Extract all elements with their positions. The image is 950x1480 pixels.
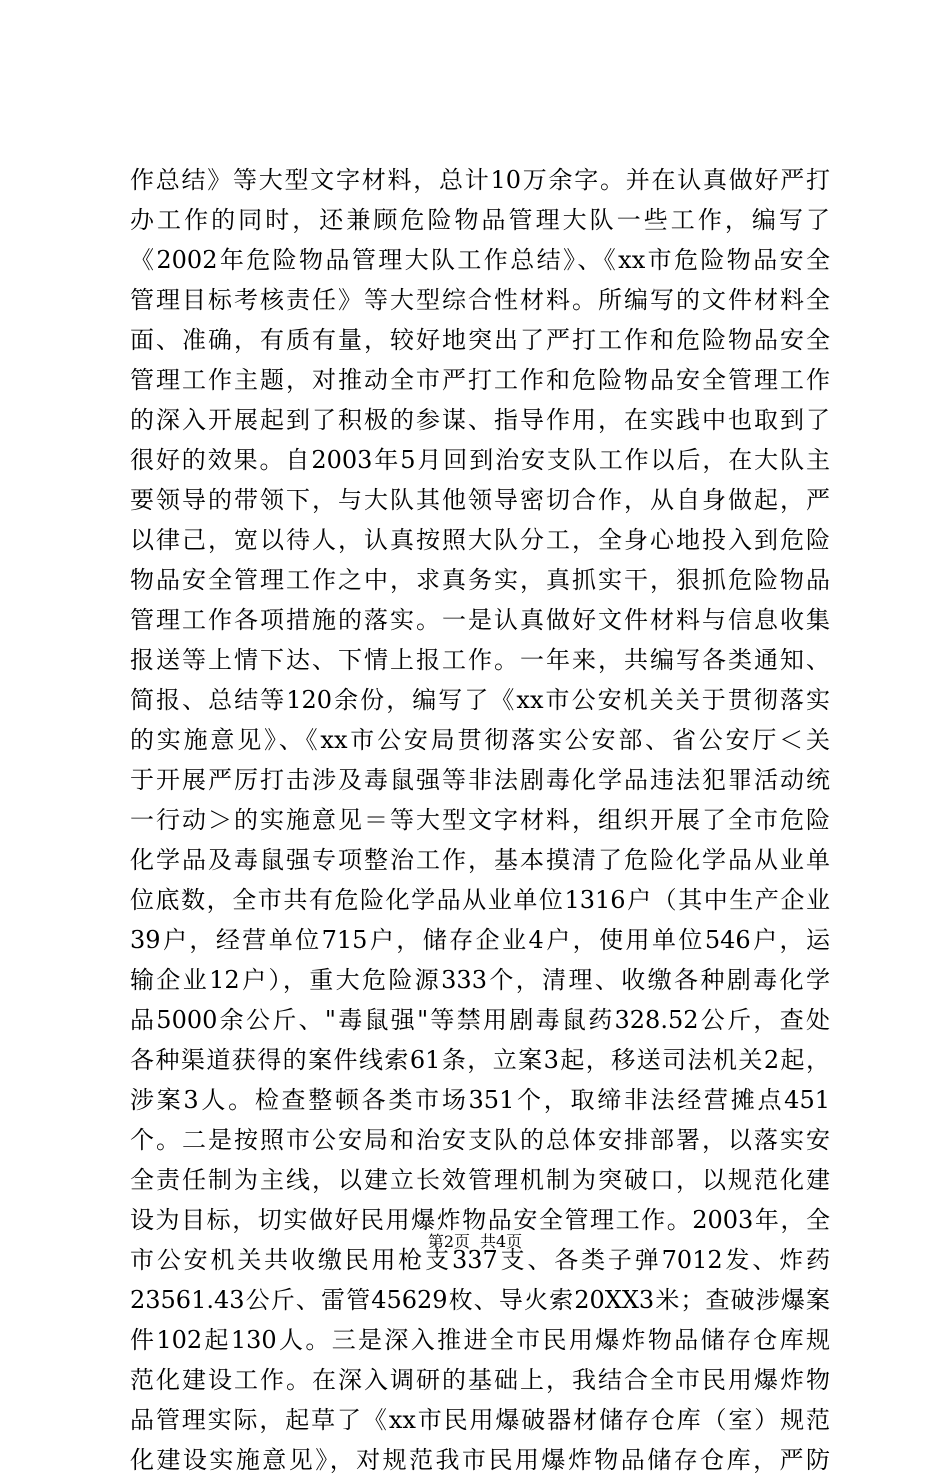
text-line: 很好的效果。自2003年5月回到治安支队工作以后，在大队主 — [130, 446, 830, 474]
text-line: 要领导的带领下，与大队其他领导密切合作，从自身做起，严 — [130, 486, 830, 514]
text-line: 管理工作各项措施的落实。一是认真做好文件材料与信息收集 — [130, 606, 830, 634]
text-line: 全责任制为主线，以建立长效管理机制为突破口，以规范化建 — [130, 1166, 830, 1194]
text-line: 办工作的同时，还兼顾危险物品管理大队一些工作，编写了 — [130, 206, 830, 234]
text-line: 位底数，全市共有危险化学品从业单位1316户（其中生产企业 — [130, 886, 830, 914]
text-line: 简报、总结等120余份，编写了《xx市公安机关关于贯彻落实 — [130, 686, 830, 714]
page-footer — [0, 1232, 950, 1252]
text-line: 39户，经营单位715户，储存企业4户，使用单位546户，运 — [130, 926, 830, 954]
text-line: 设为目标，切实做好民用爆炸物品安全管理工作。2003年，全 — [130, 1206, 830, 1234]
text-line: 涉案3人。检查整顿各类市场351个，取缔非法经营摊点451 — [130, 1086, 830, 1114]
text-line: 报送等上情下达、下情上报工作。一年来，共编写各类通知、 — [130, 646, 830, 674]
text-line: 管理目标考核责任》等大型综合性材料。所编写的文件材料全 — [130, 286, 830, 314]
text-line: 品管理实际，起草了《xx市民用爆破器材储存仓库（室）规范 — [130, 1406, 830, 1434]
text-line: 市公安机关共收缴民用枪支337支、各类子弹7012发、炸药 — [130, 1246, 830, 1274]
text-line: 的深入开展起到了积极的参谋、指导作用，在实践中也取到了 — [130, 406, 830, 434]
text-line: 件102起130人。三是深入推进全市民用爆炸物品储存仓库规 — [130, 1326, 830, 1354]
text-line: 各种渠道获得的案件线索61条，立案3起，移送司法机关2起， — [130, 1046, 830, 1074]
text-line: 《2002年危险物品管理大队工作总结》、《xx市危险物品安全 — [130, 246, 830, 274]
text-line: 面、准确，有质有量，较好地突出了严打工作和危险物品安全 — [130, 326, 830, 354]
text-line: 化学品及毒鼠强专项整治工作，基本摸清了危险化学品从业单 — [130, 846, 830, 874]
text-line: 23561.43公斤、雷管45629枚、导火索20XX3米；查破涉爆案 — [130, 1286, 830, 1314]
text-line: 输企业12户），重大危险源333个，清理、收缴各种剧毒化学 — [130, 966, 830, 994]
text-line: 化建设实施意见》，对规范我市民用爆炸物品储存仓库，严防 — [130, 1446, 830, 1474]
text-line: 个。二是按照市公安局和治安支队的总体安排部署，以落实安 — [130, 1126, 830, 1154]
text-line: 以律己，宽以待人，认真按照大队分工，全身心地投入到危险 — [130, 526, 830, 554]
text-line: 的实施意见》、《xx市公安局贯彻落实公安部、省公安厅＜关 — [130, 726, 830, 754]
body-text — [130, 160, 830, 1480]
text-line: 一行动＞的实施意见＝等大型文字材料，组织开展了全市危险 — [130, 806, 830, 834]
text-line: 于开展严厉打击涉及毒鼠强等非法剧毒化学品违法犯罪活动统 — [130, 766, 830, 794]
text-line: 管理工作主题，对推动全市严打工作和危险物品安全管理工作 — [130, 366, 830, 394]
text-line: 作总结》等大型文字材料，总计10万余字。并在认真做好严打 — [130, 166, 830, 194]
page-number: 第2页 — [427, 1232, 470, 1251]
text-line: 范化建设工作。在深入调研的基础上，我结合全市民用爆炸物 — [130, 1366, 830, 1394]
text-line: 品5000余公斤、"毒鼠强"等禁用剧毒鼠药328.52公斤，查处 — [130, 1006, 830, 1034]
text-line: 物品安全管理工作之中，求真务实，真抓实干，狠抓危险物品 — [130, 566, 830, 594]
page-total: 共4页 — [480, 1232, 523, 1251]
